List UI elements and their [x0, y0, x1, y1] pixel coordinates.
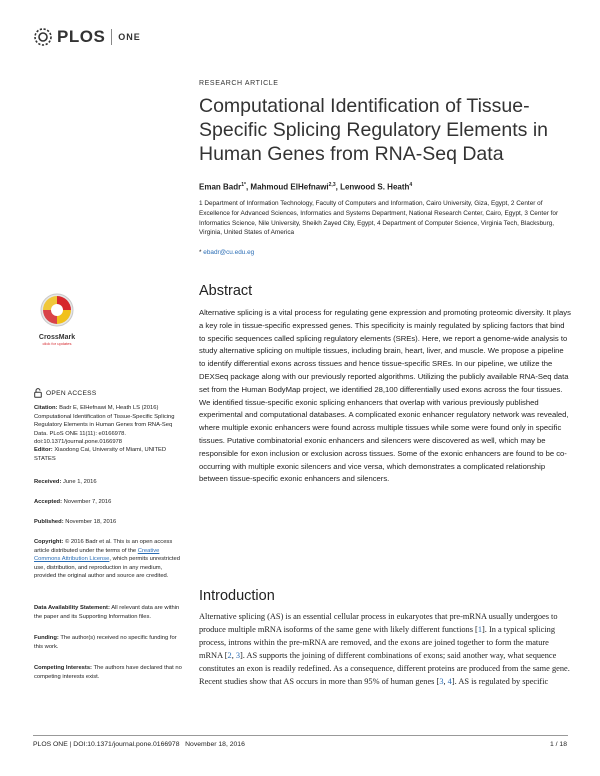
plos-one-logo[interactable]	[33, 27, 141, 47]
received-label: Received:	[34, 479, 62, 485]
intro-text-span: ,	[443, 676, 448, 686]
author-affil-sup: 1*	[241, 182, 246, 188]
article-type: RESEARCH ARTICLE	[199, 80, 279, 87]
intro-text-span: ]. AS is regulated by specific	[451, 676, 549, 686]
page-number: 1 / 18	[549, 741, 567, 748]
author-affil-sup: 2,3	[328, 182, 336, 188]
license-link[interactable]: Creative Commons Attribution License	[34, 547, 160, 563]
accepted-label: Accepted:	[34, 499, 63, 505]
intro-text-span: ]. In a typical splicing process, introns within the pre-mRNA are removed, and the exons are joined together to form the mature mRNA [	[199, 624, 556, 660]
received-block	[34, 478, 184, 487]
citation-link[interactable]: 4	[447, 676, 452, 686]
accepted-block	[34, 498, 184, 507]
introduction-heading: Introduction	[199, 588, 275, 604]
crossmark-icon	[34, 291, 80, 331]
introduction-text	[199, 611, 571, 689]
abstract-heading: Abstract	[199, 283, 253, 299]
intro-text-span: ]. AS supports the joining of different combinations of exons; said another way, what sequence constitutes an exon is readily redefined. As a consequence, different proteins are produced from the same gene. Recent studies show that AS occurs in more than 95% of human genes [	[199, 650, 570, 686]
crossmark-badge[interactable]	[34, 291, 80, 346]
citation-link[interactable]: 3	[235, 650, 241, 660]
open-access-label: OPEN ACCESS	[46, 389, 97, 397]
competing-interests-text: The authors have declared that no competing interests exist.	[34, 665, 182, 680]
data-availability-block	[34, 604, 184, 621]
plos-logo-icon	[33, 27, 53, 47]
crossmark-sublabel: click for updates	[42, 341, 72, 346]
copyright-text: © 2016 Badr et al. This is an open access article distributed under the terms of the	[34, 539, 173, 554]
published-date: November 18, 2016	[65, 519, 117, 525]
copyright-block	[34, 538, 184, 581]
abstract-text: Alternative splicing is a vital process for regulating gene expression and promoting proteomic diversity. It plays a key role in tissue-specific expressed genes. This specificity is mainly regulated by splicing factors that bind to specific sequences called splicing regulatory elements (SREs). Here, we report a genome-wide analysis to study alternative splicing on multiple tissues, including brain, heart, liver, and muscle. We propose a pipeline to identify differential exons across tissues and hence tissue-specific SREs. In our pipeline, we utilize the DEXSeq package along with our previously reported algorithms. Utilizing the publicly available RNA-Seq data set from the Human BodyMap project, we identified 28,100 differentially used exons across the four tissues. We identified tissue-specific exonic splicing enhancers that overlap with various previously published experimental and computational databases. A complicated exonic enhancer regulatory network was revealed, where multiple exonic enhancers were found across multiple tissues while some were found only in specific tissues. Putative combinatorial exonic enhancers and silencers were discovered as well, which may be responsible for exon inclusion or exclusion across tissues. Some of the exonic enhancers are found to be co-occurring with multiple exonic silencers and vice versa, which demonstrates a complicated relationship between tissue-specific exonic enhancers and silencers.	[199, 308, 571, 484]
footer-citation: PLOS ONE | DOI:10.1371/journal.pone.0166978 November 18, 2016	[33, 741, 245, 748]
competing-interests-block	[34, 664, 184, 681]
editor-text: Xiaodong Cai, University of Miami, UNITED STATES	[34, 447, 167, 462]
citation-label: Citation:	[34, 405, 58, 411]
funding-block	[34, 634, 184, 651]
publisher-name: PLOS	[57, 27, 106, 46]
citation-link[interactable]: 1	[477, 624, 483, 634]
email-link[interactable]: ebadr@cu.edu.eg	[203, 249, 255, 256]
journal-name: ONE	[118, 32, 141, 42]
open-access-badge	[34, 388, 97, 398]
affiliations: 1 Department of Information Technology, Faculty of Computers and Information, Cairo University, Giza, Egypt, 2 Center of Excellence for Advanced Sciences, Informatics and Systems Department, National Research Center, Cairo, Egypt, 3 Center for Informatics Science, Nile University, Sheikh Zayed City, Egypt, 4 Department of Computer Science, Virginia Tech, Blacksburg, Virginia, United States of America	[199, 200, 559, 237]
logo-divider	[111, 29, 112, 45]
email-marker: *	[199, 249, 202, 256]
footer-divider	[33, 735, 568, 736]
accepted-date: November 7, 2016	[63, 499, 112, 505]
funding-text: The author(s) received no specific funding for this work.	[34, 635, 177, 650]
author-name[interactable]: Eman Badr	[199, 182, 242, 192]
article-title: Computational Identification of Tissue-Specific Splicing Regulatory Elements in Human Genes from RNA-Seq Data	[199, 95, 549, 165]
published-block	[34, 518, 184, 527]
citation-text: Badr E, ElHefnawi M, Heath LS (2016) Computational Identification of Tissue-Specific Splicing Regulatory Elements in Human Genes from RNA-Seq Data. PLoS ONE 11(11): e0166978. doi:10.1371/journal.pone.0166978	[34, 405, 175, 446]
crossmark-label: CrossMark	[38, 334, 76, 341]
intro-text-span: ,	[231, 650, 236, 660]
intro-text-span: Alternative splicing (AS) is an essential cellular process in eukaryotes that pre-mRNA usually undergoes to produce multiple mRNA isoforms of the same gene with likely different functions [	[199, 612, 558, 634]
copyright-label: Copyright:	[34, 539, 64, 545]
funding-label: Funding:	[34, 635, 59, 641]
received-date: June 1, 2016	[63, 479, 97, 485]
editor-block	[34, 446, 184, 463]
author-list: Eman Badr$^{1*}$, Mahmoud ElHefnawi$^{2,3}$, Lenwood S. Heath$^4$	[199, 182, 413, 192]
published-label: Published:	[34, 519, 64, 525]
corresponding-email	[199, 249, 254, 256]
competing-interests-label: Competing Interests:	[34, 665, 92, 671]
author-name[interactable]: Lenwood S. Heath	[340, 182, 410, 192]
author-name[interactable]: Mahmoud ElHefnawi	[250, 182, 329, 192]
data-availability-label: Data Availability Statement:	[34, 605, 110, 611]
copyright-text-end: , which permits unrestricted use, distribution, and reproduction in any medium, provided the original author and source are credited.	[34, 556, 180, 580]
citation-link[interactable]: 2	[227, 650, 232, 660]
citation-block	[34, 404, 184, 447]
citation-link[interactable]: 3	[439, 676, 444, 686]
editor-label: Editor:	[34, 447, 53, 453]
data-availability-text: All relevant data are within the paper and its Supporting Information files.	[34, 605, 180, 620]
open-lock-icon	[34, 388, 42, 398]
author-affil-sup: 4	[409, 182, 413, 188]
